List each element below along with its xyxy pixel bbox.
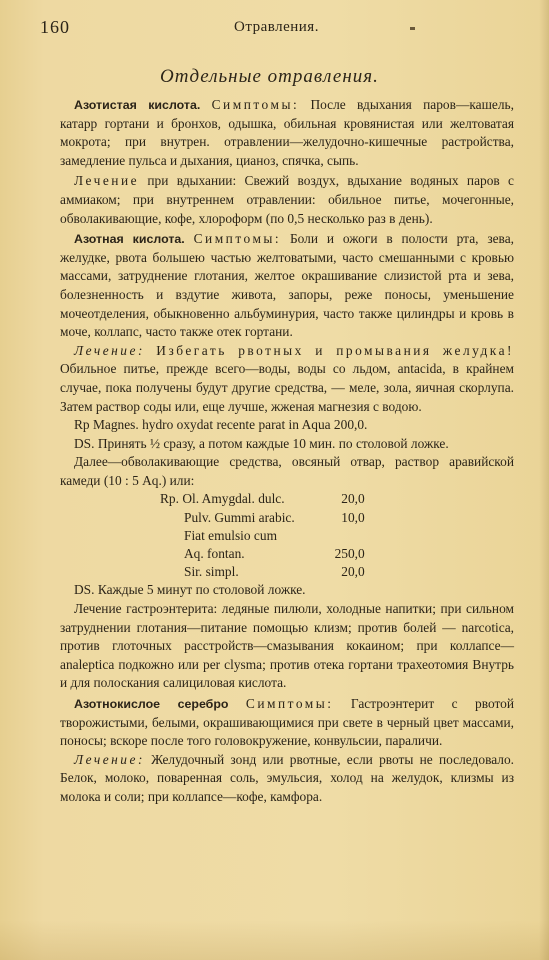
recipe-qty: 20,0: [341, 491, 365, 507]
paragraph-text: Обильное питье, прежде всего—воды, воды со льдом, antacida, в крайнем случае, пока получены будут другие средства, — меле, зола, яичная скорлупа. Затем раствор соды или, еще лучше, жженая магнезия с водою.: [60, 361, 514, 414]
paragraph-nitric-acid-symptoms: [60, 230, 514, 342]
treatment-label: Лечение: [74, 173, 140, 189]
page-edge-shadow: [539, 0, 549, 960]
prescription-line: Rp Magnes. hydro oxydat recente parat in Aqua 200,0.: [74, 417, 368, 433]
page-bottom-shadow: [0, 920, 549, 960]
recipe-table: [160, 490, 365, 581]
paragraph-text: Гастроэнтерит с рвотой творожистыми, белыми, окрашивающимися при свете в черный цвет массами, поносы; вскоре после того головокружение, конвульсии, параличи.: [60, 696, 514, 749]
recipe-qty: [295, 527, 365, 545]
paragraph-text: Боли и ожоги в полости рта, зева, желудке, рвота большею частью желтоватыми, часто смешанными с кровью массами, затруднение глотания, желтое окрашивание слизистой рта и зева, болезненность и вздутие живота, запоры, реже поносы, уменьшение мочеотделения, обыкновенно альбуминурия, часто также цилиндры и кровь в моче, коллапс, часто также отек гортани.: [60, 231, 514, 340]
recipe-item: Pulv. Gummi arabic.: [184, 509, 295, 525]
recipe-row: [160, 509, 365, 527]
recipe-row: [160, 563, 365, 581]
recipe-item: Rp. Ol. Amygdal. dulc.: [160, 491, 285, 507]
symptoms-label: Симптомы:: [245, 696, 334, 712]
recipe-row: [160, 545, 365, 563]
running-header: Отравления.: [234, 19, 319, 35]
warning-text: Избегать рвотных и промывания желудка!: [144, 342, 514, 358]
body-text: [60, 96, 514, 807]
paragraph-further-treatment: Далее—обволакивающие средства, овсяный отвар, раствор аравийской камеди (10 : 5 Aq.) или:: [60, 454, 514, 488]
dosage-instruction: DS. Принять ½ сразу, а потом каждые 10 мин. по столовой ложке.: [74, 435, 449, 451]
dosage-instruction: DS. Каждые 5 минут по столовой ложке.: [74, 582, 306, 598]
paragraph-nitrous-acid-treatment: [60, 172, 514, 228]
substance-name: Азотистая кислота.: [74, 98, 201, 112]
recipe-qty: 20,0: [341, 564, 365, 580]
treatment-label: Лечение:: [74, 342, 145, 358]
recipe-row: [160, 527, 365, 545]
paragraph-text: Желудочный зонд или рвотные, если рвоты не последовало. Белок, молоко, поваренная соль, эмульсия, холод на желудок, клизмы из молока и соли; при коллапсе—кофе, камфора.: [60, 751, 514, 805]
paragraph-gastroenteritis-treatment: Лечение гастроэнтерита: ледяные пилюли, холодные напитки; при сильном затруднении глотания—питание помощью клизм; против болей — narcotica, против глоточных расстройств—смазывания кокаином; при коллапсе—analeptica подкожно или per clysma; против отека гортани трахеотомия Внутрь и для полоскания салициловая кислота.: [60, 601, 514, 691]
paragraph-silver-nitrate-symptoms: [60, 695, 514, 751]
recipe-qty: 10,0: [341, 509, 365, 525]
recipe-row: [160, 490, 365, 508]
substance-name: Азотнокислое серебро: [74, 697, 229, 712]
section-title: Отдельные отравления.: [160, 66, 379, 87]
treatment-label: Лечение:: [74, 751, 145, 767]
ink-speck: [410, 27, 415, 30]
recipe-item: Aq. fontan.: [184, 546, 245, 562]
paragraph-nitrous-acid-symptoms: [60, 96, 514, 170]
paragraph-text: После вдыхания паров—кашель, катарр гортани и бронхов, одышка, обильная кровянистая или желтоватая мокрота; при внутрен. отравлении—желудочно-кишечные растройства, замедление пульса и дыхания, цианоз, спячка, сыпь.: [60, 97, 514, 168]
paragraph-silver-nitrate-treatment: [60, 751, 514, 807]
recipe-qty: 250,0: [334, 546, 365, 562]
symptoms-label: Симптомы:: [211, 97, 300, 112]
page-number: 160: [40, 17, 70, 37]
recipe-item: Fiat emulsio cum: [184, 527, 277, 543]
recipe-item: Sir. simpl.: [184, 564, 239, 580]
paragraph-nitric-acid-treatment: [60, 342, 514, 416]
symptoms-label: Симптомы:: [193, 231, 282, 247]
paragraph-text: при вдыхании: Свежий воздух, вдыхание водяных паров с аммиаком; при внутреннем отравлении: обильное питье, мочегонные, обволакивающие, кофе, хлороформ (по 0,5 несколько раз в день).: [60, 173, 514, 226]
substance-name: Азотная кислота.: [74, 232, 185, 247]
